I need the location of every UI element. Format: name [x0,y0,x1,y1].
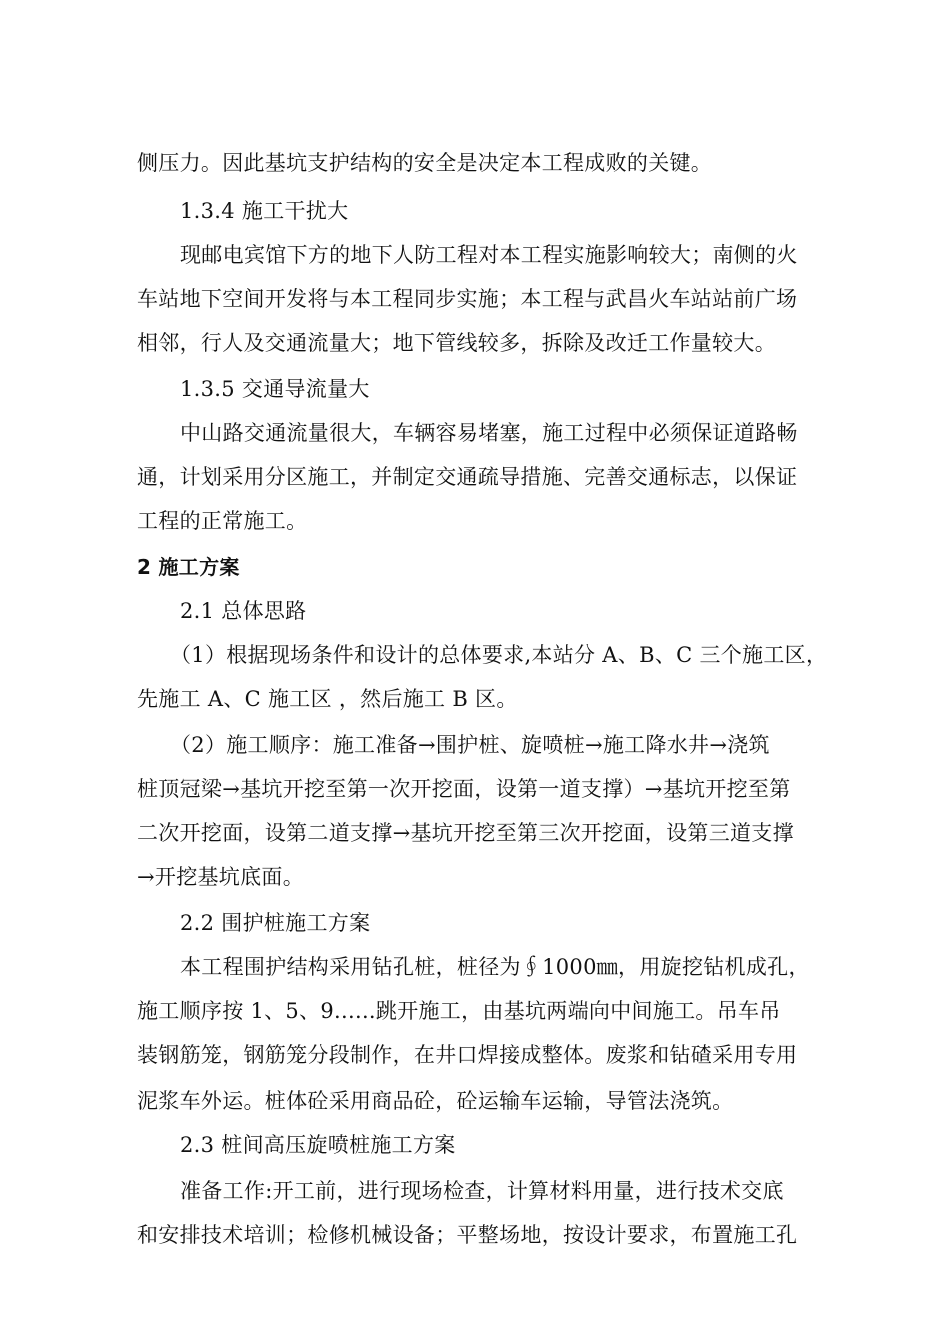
text-line: 侧压力。因此基坑支护结构的安全是决定本工程成败的关键。 [137,151,713,175]
section-heading-2-2: 2.2 围护桩施工方案 [180,911,371,935]
text-line: 车站地下空间开发将与本工程同步实施；本工程与武昌火车站站前广场 [137,287,798,311]
text-line: 本工程围护结构采用钻孔桩，桩径为∮1000㎜，用旋挖钻机成孔， [180,955,810,979]
text-line: 相邻，行人及交通流量大；地下管线较多，拆除及改迁工作量较大。 [137,331,776,355]
section-heading-2-3: 2.3 桩间高压旋喷桩施工方案 [180,1133,456,1157]
section-heading-1-3-4: 1.3.4 施工干扰大 [180,199,349,223]
text-line: →开挖基坑底面。 [137,865,304,889]
text-line: 装钢筋笼，钢筋笼分段制作，在井口焊接成整体。废浆和钻碴采用专用 [137,1043,798,1067]
text-line: 通，计划采用分区施工，并制定交通疏导措施、完善交通标志，以保证 [137,465,798,489]
text-line: 工程的正常施工。 [137,509,308,533]
text-line: （2）施工顺序：施工准备→围护桩、旋喷桩→施工降水井→浇筑 [170,733,770,757]
section-heading-2-1: 2.1 总体思路 [180,599,307,623]
text-line: （1）根据现场条件和设计的总体要求,本站分 A、B、C 三个施工区， [170,643,828,667]
text-line: 桩顶冠梁→基坑开挖至第一次开挖面，设第一道支撑）→基坑开挖至第 [137,777,791,801]
text-line: 先施工 A、C 施工区 ，然后施工 B 区。 [137,687,518,711]
text-line: 二次开挖面，设第二道支撑→基坑开挖至第三次开挖面，设第三道支撑 [137,821,794,845]
section-heading-1-3-5: 1.3.5 交通导流量大 [180,377,370,401]
text-line: 现邮电宾馆下方的地下人防工程对本工程实施影响较大；南侧的火 [180,243,798,267]
text-line: 和安排技术培训；检修机械设备；平整场地，按设计要求，布置施工孔 [137,1223,798,1247]
text-line: 中山路交通流量很大，车辆容易堵塞，施工过程中必须保证道路畅 [180,421,798,445]
text-line: 泥浆车外运。桩体砼采用商品砼，砼运输车运输，导管法浇筑。 [137,1089,734,1113]
chapter-heading-2: 2 施工方案 [137,555,240,579]
text-line: 施工顺序按 1、5、9......跳开施工，由基坑两端向中间施工。吊车吊 [137,999,781,1023]
text-line: 准备工作:开工前，进行现场检查，计算材料用量，进行技术交底 [180,1179,784,1203]
